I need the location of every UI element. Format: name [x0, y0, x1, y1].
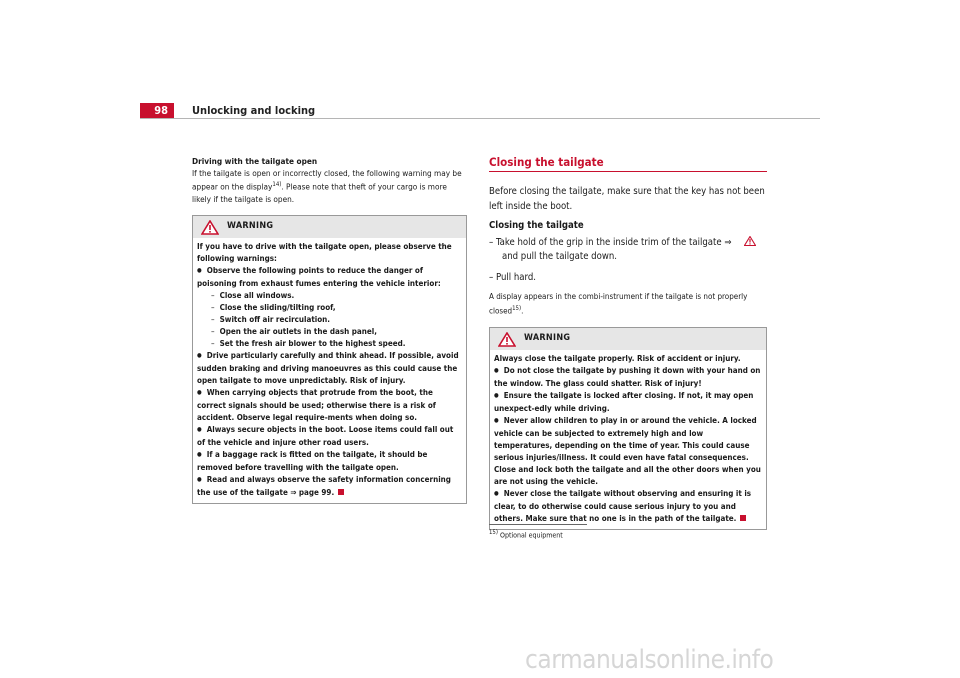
dash-item: – Close all windows. — [197, 290, 462, 302]
warning-bullet: ● Drive particularly carefully and think ahead. If possible, avoid sudden braking and driving manoeuvres as this could cause the open tailgate to move unpredictably. Risk of injury. — [197, 350, 462, 387]
dash-item: – Set the fresh air blower to the highest speed. — [197, 338, 462, 350]
warning-header — [490, 328, 766, 350]
watermark: carmanualsonline.info — [525, 645, 774, 675]
warning-bullet-last — [494, 488, 762, 525]
intro-text: If the tailgate is open or incorrectly closed, the following warning may be appear on the display — [192, 167, 462, 192]
dash-item: – Close the sliding/tilting roof, — [197, 302, 462, 314]
warning-bullet: ● Always secure objects in the boot. Loose items could fall out of the vehicle and injure other road users. — [197, 424, 462, 449]
footnote — [489, 529, 563, 539]
page-title: Unlocking and locking — [192, 104, 316, 117]
footnote-ref-14: 14) — [272, 181, 282, 189]
warning-intro: Always close the tailgate properly. Risk of accident or injury. — [494, 353, 741, 363]
warning-bullet-text: Read and always observe the safety information concerning the use of the tailgate ⇒ page 99. — [197, 475, 451, 498]
subheading-driving-open: Driving with the tailgate open — [192, 156, 318, 166]
left-column — [192, 156, 467, 504]
intro-paragraph — [192, 168, 467, 206]
warning-bullet-text: Never close the tailgate without observing and ensuring it is clear, to do otherwise could cause serious injury to you and others. Make sure that no one is in the path of the tailgate. — [494, 488, 752, 523]
warning-bullet: ● Observe the following points to reduce the danger of poisoning from exhaust fumes entering the vehicle interior: — [197, 265, 462, 290]
footnote-ref-15: 15) — [512, 304, 522, 312]
warning-body — [490, 350, 766, 529]
warning-triangle-icon — [201, 220, 219, 235]
closing-subheading: Closing the tailgate — [489, 220, 584, 231]
warning-box-left — [192, 215, 467, 504]
step-grip-end: and pull the tailgate down. — [502, 251, 617, 262]
step-pull: – Pull hard. — [489, 271, 536, 283]
step-grip-text: – Take hold of the grip in the inside trim of the tailgate ⇒ — [489, 236, 732, 248]
warning-bullet: ● Do not close the tailgate by pushing it down with your hand on the window. The glass could shatter. Risk of injury! — [494, 365, 762, 390]
closing-intro: Before closing the tailgate, make sure that the key has not been left inside the boot. — [489, 186, 765, 212]
footnote-rule — [489, 524, 587, 525]
display-note-text: A display appears in the combi-instrument if the tailgate is not properly closed — [489, 292, 748, 316]
step-grip — [489, 236, 767, 265]
warning-triangle-icon — [498, 332, 516, 347]
display-note — [489, 291, 767, 317]
warning-intro: If you have to drive with the tailgate open, please observe the following warnings: — [197, 242, 452, 264]
intro-text-end: . Please note that theft of your cargo is more likely if the tailgate is open. — [192, 181, 447, 204]
footnote-mark: 15) — [489, 529, 498, 536]
warning-body — [193, 238, 466, 503]
dash-item: – Open the air outlets in the dash panel, — [197, 326, 462, 338]
header-rule — [140, 118, 820, 119]
warning-header — [193, 216, 466, 238]
section-end-marker — [338, 489, 344, 495]
footnote-text: Optional equipment — [499, 531, 563, 540]
warning-bullet: ● Never allow children to play in or around the vehicle. A locked vehicle can be subjected to extremely high and low temperatures, depending on the time of year. This could cause serious injuries/illness. It could even have fatal consequences. Close and lock both the tailgate and all the other doors when you are not using the vehicle. — [494, 415, 762, 488]
warning-label: WARNING — [227, 221, 274, 232]
section-end-marker — [740, 515, 746, 521]
warning-box-right — [489, 327, 767, 530]
warning-bullet-last — [197, 474, 462, 499]
warning-bullet: ● If a baggage rack is fitted on the tailgate, it should be removed before travelling with the tailgate open. — [197, 449, 462, 474]
warning-triangle-icon — [744, 236, 756, 246]
warning-bullet: ● Ensure the tailgate is locked after closing. If not, it may open unexpect-edly while driving. — [494, 390, 762, 415]
warning-label: WARNING — [524, 332, 571, 343]
page-number: 98 — [140, 103, 174, 119]
closing-instructions — [489, 185, 767, 285]
right-column — [489, 155, 767, 530]
section-title: Closing the tailgate — [489, 155, 767, 172]
warning-bullet: ● When carrying objects that protrude from the boot, the correct signals should be used; otherwise there is a risk of accident. Observe legal require-ments when doing so. — [197, 387, 462, 424]
dash-item: – Switch off air recirculation. — [197, 314, 462, 326]
display-note-end: . — [521, 306, 524, 316]
